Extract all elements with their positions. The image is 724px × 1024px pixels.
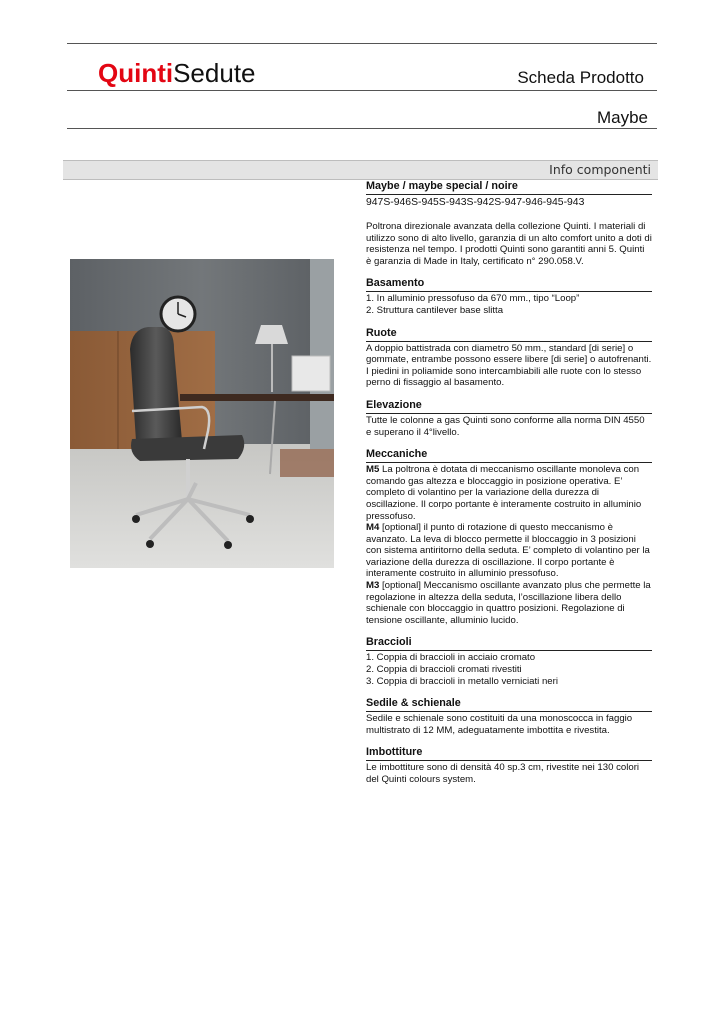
product-description: Poltrona direzionale avanzata della collezione Quinti. I materiali di utilizzo sono di alto livello, garanzia di un alto comfort unito a doti di resistenza nel tempo. I prodotti Quinti sono garantiti anni 5. Quinti è garanzia di Made in Italy, certificato n° 290.058.V. bbox=[366, 221, 652, 267]
elevazione-heading: Elevazione bbox=[366, 399, 652, 414]
brand-bold: Quinti bbox=[98, 58, 174, 88]
components-column bbox=[366, 180, 652, 786]
section-bar-label: Info componenti bbox=[549, 162, 651, 177]
product-codes: 947S-946S-945S-943S-942S-947-946-945-943 bbox=[366, 197, 585, 208]
top-rule bbox=[67, 43, 657, 44]
imbottiture-text: Le imbottiture sono di densità 40 sp.3 cm, rivestite nei 130 colori del Quinti colours system. bbox=[366, 762, 640, 785]
section-meccaniche bbox=[366, 448, 652, 626]
section-imbottiture bbox=[366, 746, 652, 785]
meccanica-text: [optional] il punto di rotazione di questo meccanismo è avanzato. La leva di blocco permette il bloccaggio in 3 posizioni con sistema antiritorno della seduta. E’ completo di volantino per la variazione della durezza di oscillazione. Il corpo portante è interamente costruito in alluminio pressofuso. bbox=[366, 522, 650, 580]
meccanica-code: M3 bbox=[366, 580, 380, 592]
ruote-text: A doppio battistrada con diametro 50 mm., standard [di serie] o gommate, entrambe possono essere libere [di serie] o autofrenanti. I piedini in poliamide sono intercambiabili alle ruote con lo stesso perno di fissaggio al basamento. bbox=[366, 342, 652, 389]
header-rule bbox=[67, 90, 657, 91]
section-sedile bbox=[366, 697, 652, 736]
sedile-text: Sedile e schienale sono costituiti da una monoscocca in faggio multistrato di 12 MM, adeguatamente imbottita e rivestita. bbox=[366, 713, 633, 736]
braccioli-line: 1. Coppia di braccioli in acciaio cromato bbox=[366, 652, 536, 664]
brand-logo bbox=[98, 58, 256, 88]
meccanica-text: La poltrona è dotata di meccanismo oscillante monoleva con comando gas altezza e bloccaggio in posizione operativa. E’ completo di volantino per la variazione della durezza di oscillazione. Il corpo portante è interamente costruito in alluminio pressofuso. bbox=[366, 464, 642, 522]
braccioli-line: 2. Coppia di braccioli cromati rivestiti bbox=[366, 664, 522, 676]
product-rule bbox=[67, 128, 657, 129]
meccanica-text: [optional] Meccanismo oscillante avanzato plus che permette la regolazione in altezza della seduta, l’oscillazione libera dello schienale con bloccaggio in quattro posizioni. Regolazione di tensione oscillante, alluminio lucido. bbox=[366, 580, 651, 626]
section-ruote bbox=[366, 327, 652, 389]
section-basamento bbox=[366, 277, 652, 316]
meccanica-item bbox=[366, 580, 652, 626]
braccioli-heading: Braccioli bbox=[366, 636, 652, 651]
product-photo bbox=[70, 259, 334, 568]
sedile-heading: Sedile & schienale bbox=[366, 697, 652, 712]
brand-rest: Sedute bbox=[173, 58, 256, 88]
braccioli-line: 3. Coppia di braccioli in metallo verniciati neri bbox=[366, 675, 558, 687]
meccanica-item bbox=[366, 464, 652, 522]
elevazione-text: Tutte le colonne a gas Quinti sono conforme alla norma DIN 4550 e superano il 4°livello. bbox=[366, 414, 645, 438]
section-elevazione bbox=[366, 399, 652, 438]
product-title: Maybe / maybe special / noire bbox=[366, 180, 652, 195]
imbottiture-heading: Imbottiture bbox=[366, 746, 652, 761]
ruote-heading: Ruote bbox=[366, 327, 652, 342]
meccanica-code: M4 bbox=[366, 522, 380, 534]
meccanica-code: M5 bbox=[366, 464, 380, 476]
section-bar bbox=[63, 160, 658, 180]
meccaniche-heading: Meccaniche bbox=[366, 448, 652, 463]
basamento-line: 2. Struttura cantilever base slitta bbox=[366, 304, 504, 316]
product-name: Maybe bbox=[596, 108, 648, 127]
meccanica-item bbox=[366, 522, 652, 580]
basamento-heading: Basamento bbox=[366, 277, 652, 292]
basamento-line: 1. In alluminio pressofuso da 670 mm., tipo “Loop” bbox=[366, 293, 580, 305]
doc-type: Scheda Prodotto bbox=[517, 68, 644, 87]
section-braccioli bbox=[366, 636, 652, 687]
